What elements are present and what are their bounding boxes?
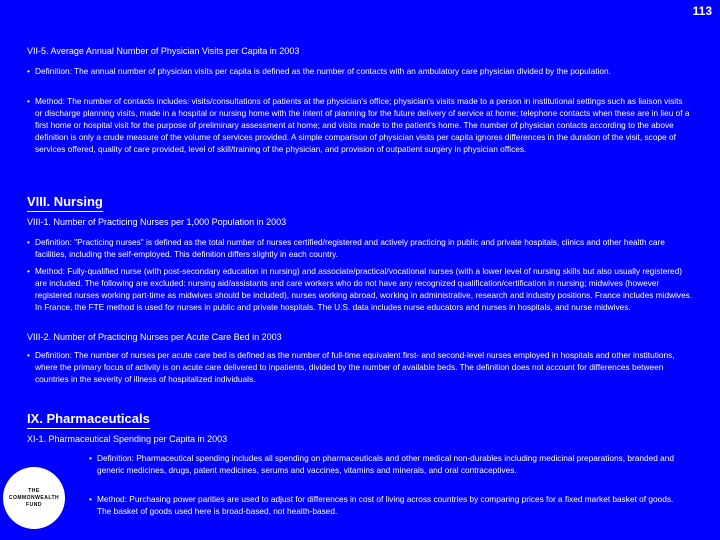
definition-text: Definition: Pharmaceutical spending includes all spending on pharmaceuticals and other medical non-durables including medicinal preparations, branded and generic medicines, drugs, patent medicines, serums and vaccines, vitamins and minerals, and oral contraceptives. [97, 453, 674, 475]
bullet-icon: • [27, 266, 30, 276]
bullet-icon: • [27, 66, 30, 76]
heading-pharmaceuticals: IX. Pharmaceuticals [27, 411, 150, 426]
method-bullet-vii5 [27, 96, 692, 156]
bullet-icon: • [89, 453, 92, 463]
logo-line: FUND [26, 501, 42, 508]
method-bullet-viii1 [27, 266, 694, 314]
method-text: Method: Fully-qualified nurse (with post-secondary education in nursing) and associate/practical/vocational nurses (with a lower level of nursing skills but also usually registered) are included. The following are excluded: nursing aid/assistants and care workers who do not have any recognized qualification/certification in nursing; midwives (however registered nurses working part-time as midwives should be included), nurses working abroad, working in administrative, research and industry positions. France includes midwives. In France, the FTE method is used for nurses in public and private hospitals. The U.S. data includes nurse educators and nurses in hospitals, and nurse midwives. [35, 266, 693, 312]
section-title-viii2: VIII-2. Number of Practicing Nurses per Acute Care Bed in 2003 [27, 332, 282, 342]
method-text: Method: The number of contacts includes: visits/consultations of patients at the physician's office; physician's visits made to a person in institutional settings such as liaison visits or discharge planning visits, made in a hospital or nursing home with the intent of planning for the future delivery of service at home; telephone contacts when these are in lieu of a first home or hospital visit for the purpose of preliminary assessment at home; and visits made to the patient's home. The number of physician contacts according to the above definition is only a crude measure of the volume of services provided. A simple comparison of physician visits per capita ignores differences in the duration of the visit, scope of services offered, quality of care provided, level of skill/training of the physician, and provision of outpatient surgery in physician offices. [35, 96, 690, 154]
definition-text: Definition: "Practicing nurses" is defined as the total number of nurses certified/registered and actively practicing in public and private hospitals, clinics and other health care facilities, including the self-employed. This definition differs slightly in each country. [35, 237, 665, 259]
section-title-vii5: VII-5. Average Annual Number of Physician Visits per Capita in 2003 [27, 46, 300, 56]
bullet-icon: • [27, 350, 30, 360]
section-title-viii1: VIII-1. Number of Practicing Nurses per 1,000 Population in 2003 [27, 217, 287, 227]
logo-line: COMMONWEALTH [8, 494, 60, 501]
commonwealth-fund-logo [3, 467, 65, 529]
page-number: 113 [692, 4, 712, 18]
definition-bullet-viii2 [27, 350, 692, 386]
definition-bullet-vii5 [27, 66, 677, 78]
bullet-icon: • [27, 237, 30, 247]
method-text: Method: Purchasing power parities are used to adjust for differences in cost of living across countries by comparing prices for a fixed market basket of goods. The basket of goods used here is broad-based, not health-based. [97, 494, 674, 516]
definition-text: Definition: The number of nurses per acute care bed is defined as the number of full-time equivalent first- and second-level nurses employed in hospitals and other institutions, where the primary focus of activity is on acute care delivered to inpatients, divided by the number of available beds. The definition does not account for differences between countries in the severity of illness of hospitalized individuals. [35, 350, 675, 384]
bullet-icon: • [27, 96, 30, 106]
logo-line: THE [28, 487, 40, 494]
method-bullet-ix1 [89, 494, 689, 518]
definition-bullet-ix1 [89, 453, 684, 477]
heading-nursing: VIII. Nursing [27, 194, 103, 209]
definition-bullet-viii1 [27, 237, 694, 261]
bullet-icon: • [89, 494, 92, 504]
definition-text: Definition: The annual number of physician visits per capita is defined as the number of contacts with an ambulatory care physician divided by the population. [35, 66, 611, 76]
section-title-ix1: XI-1. Pharmaceutical Spending per Capita in 2003 [27, 434, 228, 444]
